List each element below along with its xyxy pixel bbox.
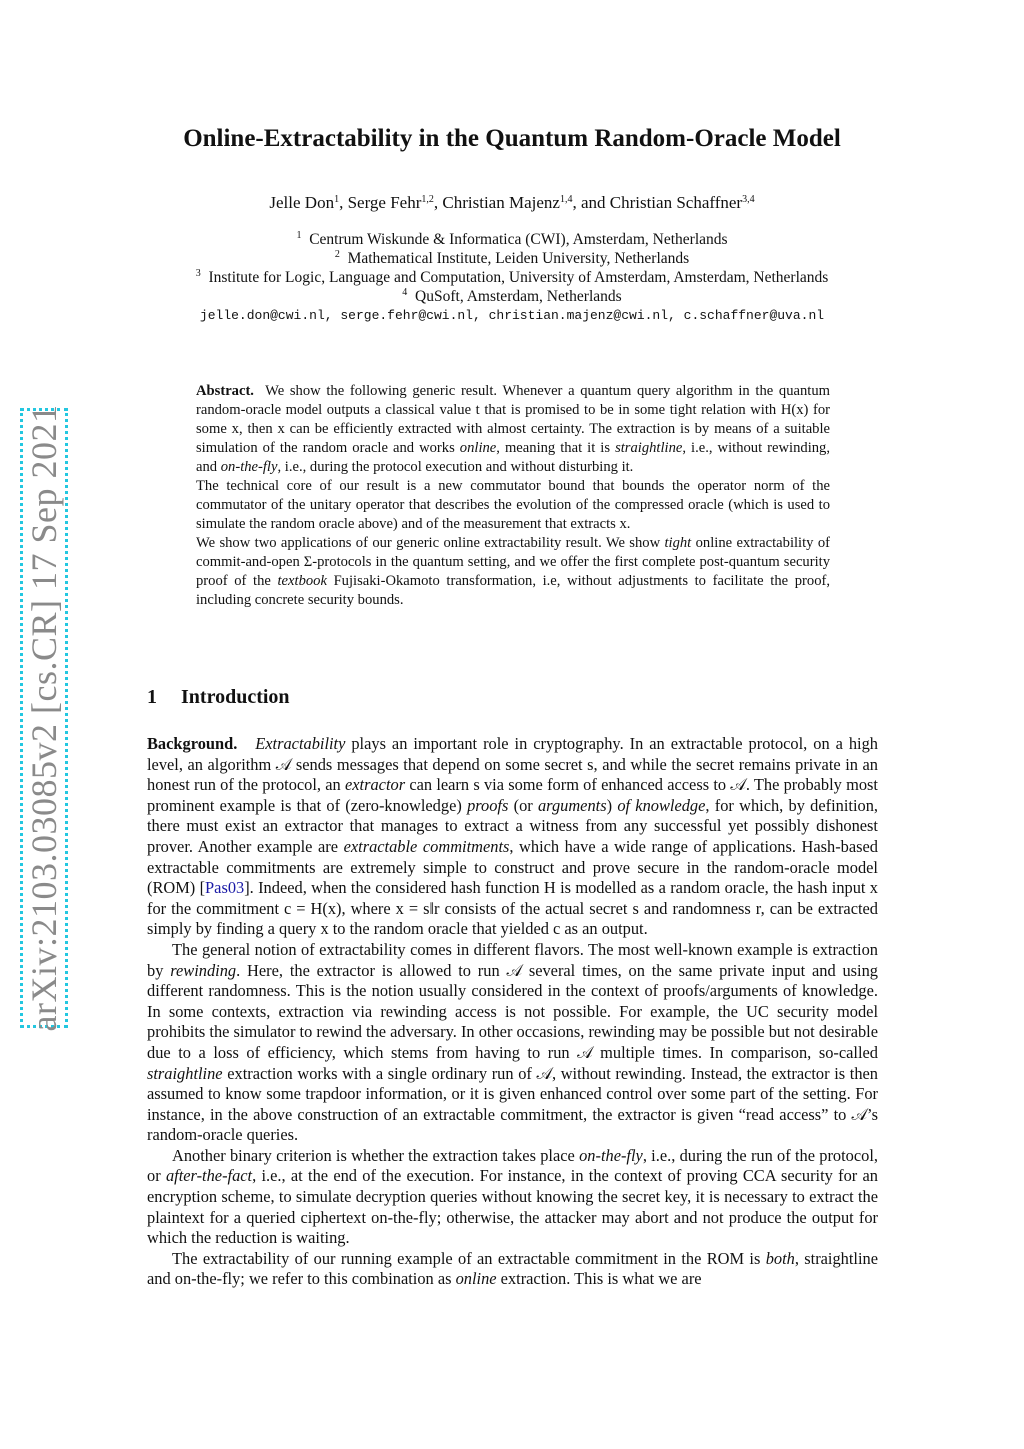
author-name: Christian Schaffner [609, 193, 743, 212]
body-paragraph: Background. Extractability plays an important role in cryptography. In an extractable protocol, on a high level, an algorithm 𝒜 sends messages that depend on some secret s, and while the secret remains private in an honest run of the protocol, an extractor can learn s via some form of enhanced access to 𝒜. The probably most prominent example is that of (zero-knowledge) proofs (or arguments) of knowledge, for which, by definition, there must exist an extractor that manages to extract a witness from any successful yet possibly dishonest prover. Another example are extractable commitments, which have a wide range of applications. Hash-based extractable commitments are extremely simple to construct and prove secure in the random-oracle model (ROM) [Pas03]. Indeed, when the considered hash function H is modelled as a random oracle, the hash input x for the commitment c = H(x), where x = s‖r consists of the actual secret s and randomness r, can be extracted simply by finding a query x to the random oracle that yielded c as an output. [147, 734, 878, 939]
section-number: 1 [147, 686, 157, 708]
body-text [147, 734, 878, 1290]
affiliation-line: $^4$ QuSoft, Amsterdam, Netherlands [402, 287, 622, 305]
author-affil-sup: 1 [334, 194, 340, 205]
author-and: and [580, 193, 606, 212]
abstract-paragraph: The technical core of our result is a new commutator bound that bounds the operator norm of the commutator of the unitary operator that describes the evolution of the compressed oracle (which is used to simulate the random oracle above) and of the measurement that extracts x. [196, 478, 830, 532]
affiliation-line: $^2$ Mathematical Institute, Leiden University, Netherlands [334, 249, 690, 267]
author-list: Jelle Don$^1$, Serge Fehr$^{1,2}$, Christian Majenz$^{1,4}$, and Christian Schaffner$^{3,4}$ [269, 193, 755, 212]
paragraph-heading: Background. [147, 734, 238, 753]
citation-link[interactable]: Pas03 [205, 878, 245, 898]
email-link[interactable]: jelle.don@cwi.nl [199, 308, 325, 323]
section-heading [147, 686, 290, 709]
body-paragraph: Another binary criterion is whether the extraction takes place on-the-fly, i.e., during the run of the protocol, or after-the-fact, i.e., at the end of the execution. For instance, in the context of proving CCA security for an encryption scheme, to simulate decryption queries without knowing the secret key, it is necessary to extract the plaintext for a queried ciphertext on-the-fly; otherwise, the attacker may abort and not produce the output for which the reduction is waiting. [147, 1145, 879, 1248]
email-link[interactable]: c.schaffner@uva.nl [683, 308, 825, 323]
author-affil-sup: 1,4 [559, 194, 573, 205]
body-paragraph: The extractability of our running example of an extractable commitment in the ROM is both, straightline and on-the-fly; we refer to this combination as online extraction. This is what we are [147, 1248, 879, 1289]
abstract-paragraph: We show two applications of our generic online extractability result. We show tight online extractability of commit-and-open Σ-protocols in the quantum setting, and we offer the first complete post-quantum security proof of the textbook Fujisaki-Okamoto transformation, i.e, without adjustments to facilitate the proof, including concrete security bounds. [196, 535, 831, 608]
affiliation-line: $^1$ Centrum Wiskunde & Informatica (CWI), Amsterdam, Netherlands [296, 230, 728, 248]
arxiv-identifier-text: arXiv:2103.03085v2 [cs.CR] 17 Sep 2021 [24, 404, 64, 1032]
author-affil-sup: 3,4 [742, 194, 755, 205]
abstract-label: Abstract. [196, 383, 254, 399]
email-list: jelle.don@cwi.nl, serge.fehr@cwi.nl, christian.majenz@cwi.nl, c.schaffner@uva.nl [199, 308, 825, 323]
email-link[interactable]: christian.majenz@cwi.nl [488, 308, 669, 323]
author-affil-sup: 1,2 [421, 194, 434, 205]
affiliations [0, 230, 1024, 325]
paper-title: Online-Extractability in the Quantum Random-Oracle Model [183, 125, 841, 152]
author-name: Serge Fehr [347, 193, 422, 212]
author-name: Christian Majenz [442, 193, 560, 212]
abstract-paragraph: Abstract. We show the following generic result. Whenever a quantum query algorithm in the quantum random-oracle model outputs a classical value t that is promised to be in some tight relation with H(x) for some x, then x can be efficiently extracted with almost certainty. The extraction is by means of a suitable simulation of the random oracle and works online, meaning that it is straightline, i.e., without rewinding, and on-the-fly, i.e., during the protocol execution and without disturbing it. [196, 383, 830, 475]
arxiv-identifier-stamp[interactable] [20, 404, 68, 1032]
author-name: Jelle Don [269, 193, 335, 212]
abstract [196, 382, 830, 610]
body-paragraph: The general notion of extractability comes in different flavors. The most well-known example is extraction by rewinding. Here, the extractor is allowed to run 𝒜 several times, on the same private input and using different randomness. This is the notion usually considered in the context of proofs/arguments of knowledge. In some contexts, extraction via rewinding access is not possible. For example, the UC security model prohibits the simulator to rewind the adversary. In other occasions, rewinding may be possible but not desirable due to a loss of efficiency, which stems from having to run 𝒜 multiple times. In comparison, so-called straightline extraction works with a single ordinary run of 𝒜, without rewinding. Instead, the extractor is then assumed to know some trapdoor information, or it is given enhanced control over some part of the setting. For instance, in the above construction of an extractable commitment, the extractor is given “read access” to 𝒜’s random-oracle queries. [147, 939, 878, 1145]
section-title: Introduction [181, 686, 290, 708]
email-link[interactable]: serge.fehr@cwi.nl [340, 308, 473, 323]
affiliation-line: $^3$ Institute for Logic, Language and Computation, University of Amsterdam, Amsterdam, Netherlands [195, 268, 829, 286]
